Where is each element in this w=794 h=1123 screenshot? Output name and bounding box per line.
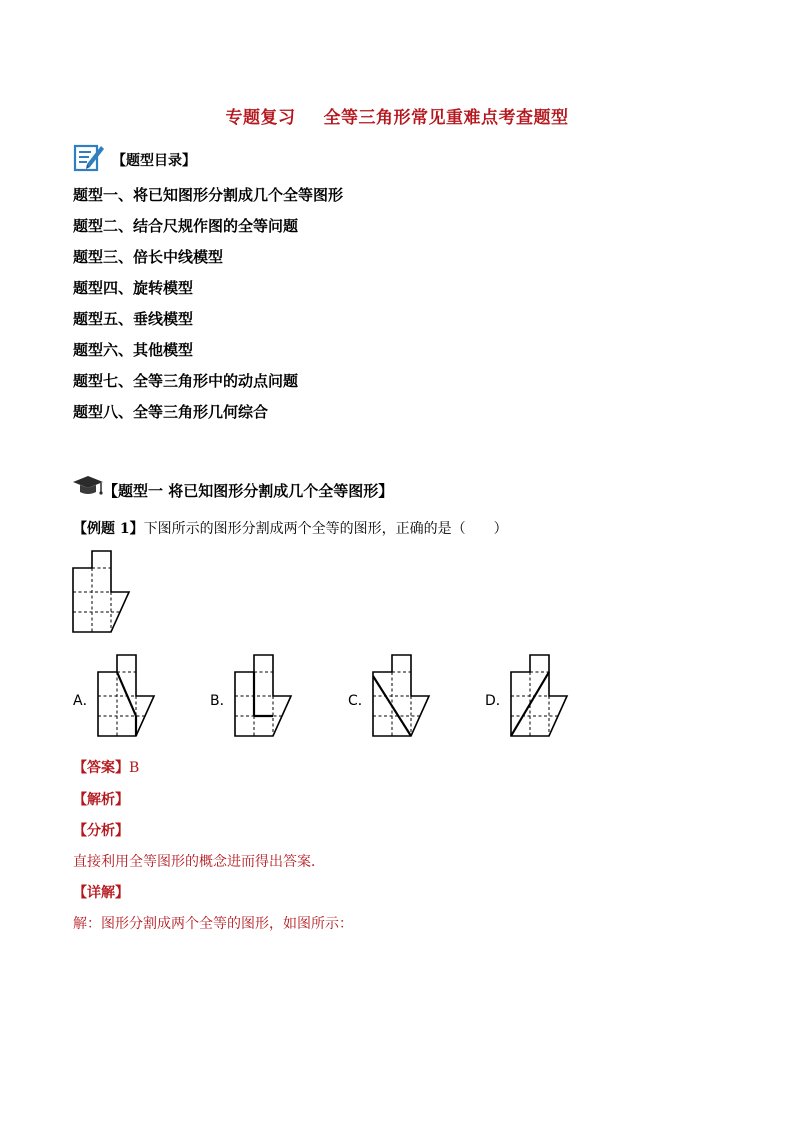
- graduation-cap-icon: [72, 474, 104, 500]
- option-d-figure: [508, 654, 572, 740]
- fenxi-text: 直接利用全等图形的概念进而得出答案．: [73, 854, 325, 870]
- example-label: 【例题 1】: [73, 521, 144, 537]
- title-part1: 专题复习: [225, 108, 296, 128]
- answer-value: B: [129, 760, 140, 776]
- section-header: 【题型一 将已知图形分割成几个全等图形】: [103, 482, 394, 500]
- page-title: [0, 103, 794, 128]
- toc-header: 【题型目录】: [112, 153, 196, 169]
- option-b-label: B．: [210, 693, 234, 709]
- notepad-pencil-icon: [73, 142, 105, 172]
- toc-item: 题型一、将已知图形分割成几个全等图形: [73, 186, 344, 204]
- option-d-label: D．: [485, 693, 510, 709]
- option-a-figure: [95, 654, 159, 740]
- toc-item: 题型四、旋转模型: [73, 279, 194, 297]
- fenxi-label: 【分析】: [73, 823, 129, 839]
- option-c-figure: [370, 654, 434, 740]
- example-text: 下图所示的图形分割成两个全等的图形，正确的是（ ）: [143, 521, 508, 537]
- toc-item: 题型七、全等三角形中的动点问题: [73, 372, 299, 390]
- detail-label: 【详解】: [73, 885, 129, 901]
- option-a-label: A．: [73, 693, 97, 709]
- analysis-label: 【解析】: [73, 792, 129, 808]
- toc-item: 题型三、倍长中线模型: [73, 248, 224, 266]
- example-question: [73, 518, 508, 538]
- toc-item: 题型八、全等三角形几何综合: [73, 403, 269, 421]
- toc-item: 题型二、结合尺规作图的全等问题: [73, 217, 299, 235]
- toc-item: 题型六、其他模型: [73, 341, 194, 359]
- option-c-label: C．: [348, 693, 372, 709]
- detail-text: 解：图形分割成两个全等的图形，如图所示：: [73, 916, 353, 932]
- answer-label: 【答案】: [73, 760, 129, 776]
- answer: [73, 757, 139, 777]
- option-b-figure: [232, 654, 296, 740]
- title-part2: 全等三角形常见重难点考查题型: [323, 108, 569, 128]
- toc-item: 题型五、垂线模型: [73, 310, 194, 328]
- question-figure: [70, 550, 134, 636]
